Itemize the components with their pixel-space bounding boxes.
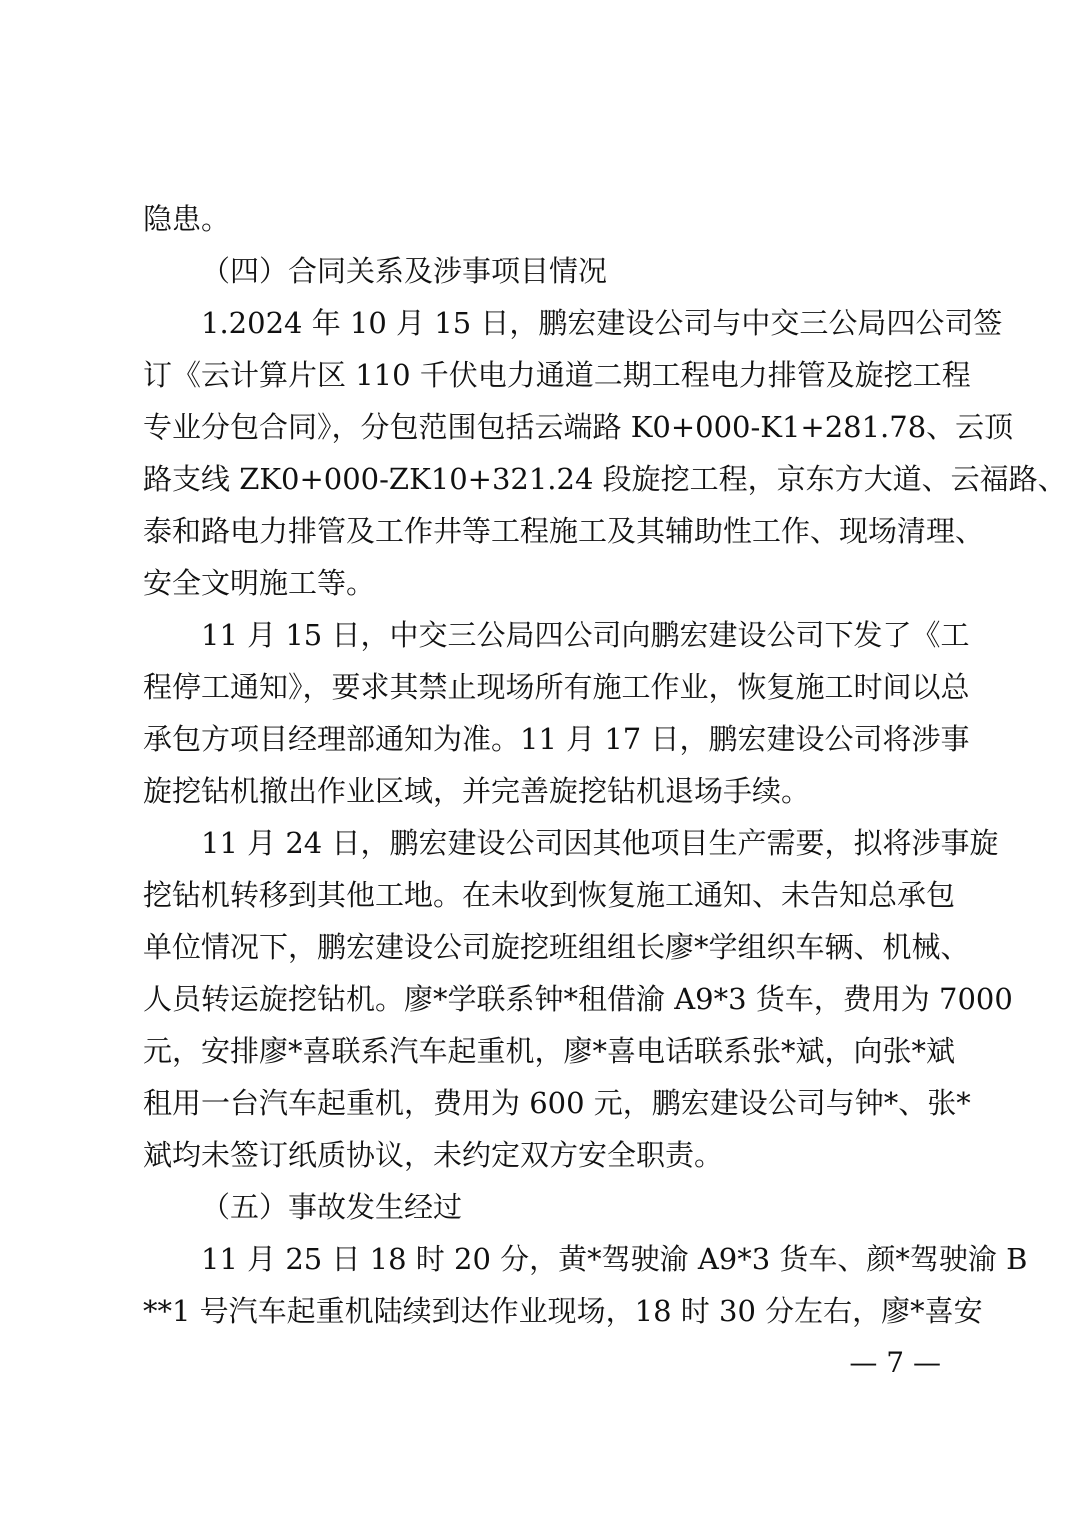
text-line: 路支线 ZK0+000-ZK10+321.24 段旋挖工程，京东方大道、云福路、: [143, 462, 1067, 496]
text-line: 旋挖钻机撤出作业区域，并完善旋挖钻机退场手续。: [143, 774, 811, 808]
text-line: 11 月 24 日，鹏宏建设公司因其他项目生产需要，拟将涉事旋: [201, 826, 999, 860]
text-line: 单位情况下，鹏宏建设公司旋挖班组组长廖*学组织车辆、机械、: [143, 930, 970, 964]
text-line: 11 月 15 日，中交三公局四公司向鹏宏建设公司下发了《工: [201, 618, 970, 652]
text-line: 斌均未签订纸质协议，未约定双方安全职责。: [143, 1138, 724, 1172]
text-line: 隐患。: [143, 202, 231, 236]
text-line: 元，安排廖*喜联系汽车起重机，廖*喜电话联系张*斌，向张*斌: [143, 1034, 956, 1068]
text-line: 人员转运旋挖钻机。廖*学联系钟*租借渝 A9*3 货车，费用为 7000: [143, 982, 1013, 1016]
text-line: 泰和路电力排管及工作井等工程施工及其辅助性工作、现场清理、: [143, 514, 985, 548]
text-line: 11 月 25 日 18 时 20 分，黄*驾驶渝 A9*3 货车、颜*驾驶渝 B: [201, 1242, 1028, 1276]
page-number: — 7 —: [849, 1346, 941, 1379]
text-line: 专业分包合同》，分包范围包括云端路 K0+000-K1+281.78、云顶: [143, 410, 1014, 444]
section-heading-accident: （五）事故发生经过: [201, 1190, 463, 1224]
text-line: 租用一台汽车起重机，费用为 600 元，鹏宏建设公司与钟*、张*: [143, 1086, 971, 1120]
text-line: **1 号汽车起重机陆续到达作业现场，18 时 30 分左右，廖*喜安: [143, 1294, 983, 1328]
text-line: 1.2024 年 10 月 15 日，鹏宏建设公司与中交三公局四公司签: [201, 306, 1003, 340]
text-line: 程停工通知》，要求其禁止现场所有施工作业，恢复施工时间以总: [143, 670, 970, 704]
text-line: 订《云计算片区 110 千伏电力通道二期工程电力排管及旋挖工程: [143, 358, 971, 392]
text-line: 承包方项目经理部通知为准。11 月 17 日，鹏宏建设公司将涉事: [143, 722, 970, 756]
document-page: [143, 193, 1067, 1379]
text-line: 挖钻机转移到其他工地。在未收到恢复施工通知、未告知总承包: [143, 878, 956, 912]
text-line: 安全文明施工等。: [143, 566, 376, 600]
section-heading-contract: （四）合同关系及涉事项目情况: [201, 254, 608, 288]
